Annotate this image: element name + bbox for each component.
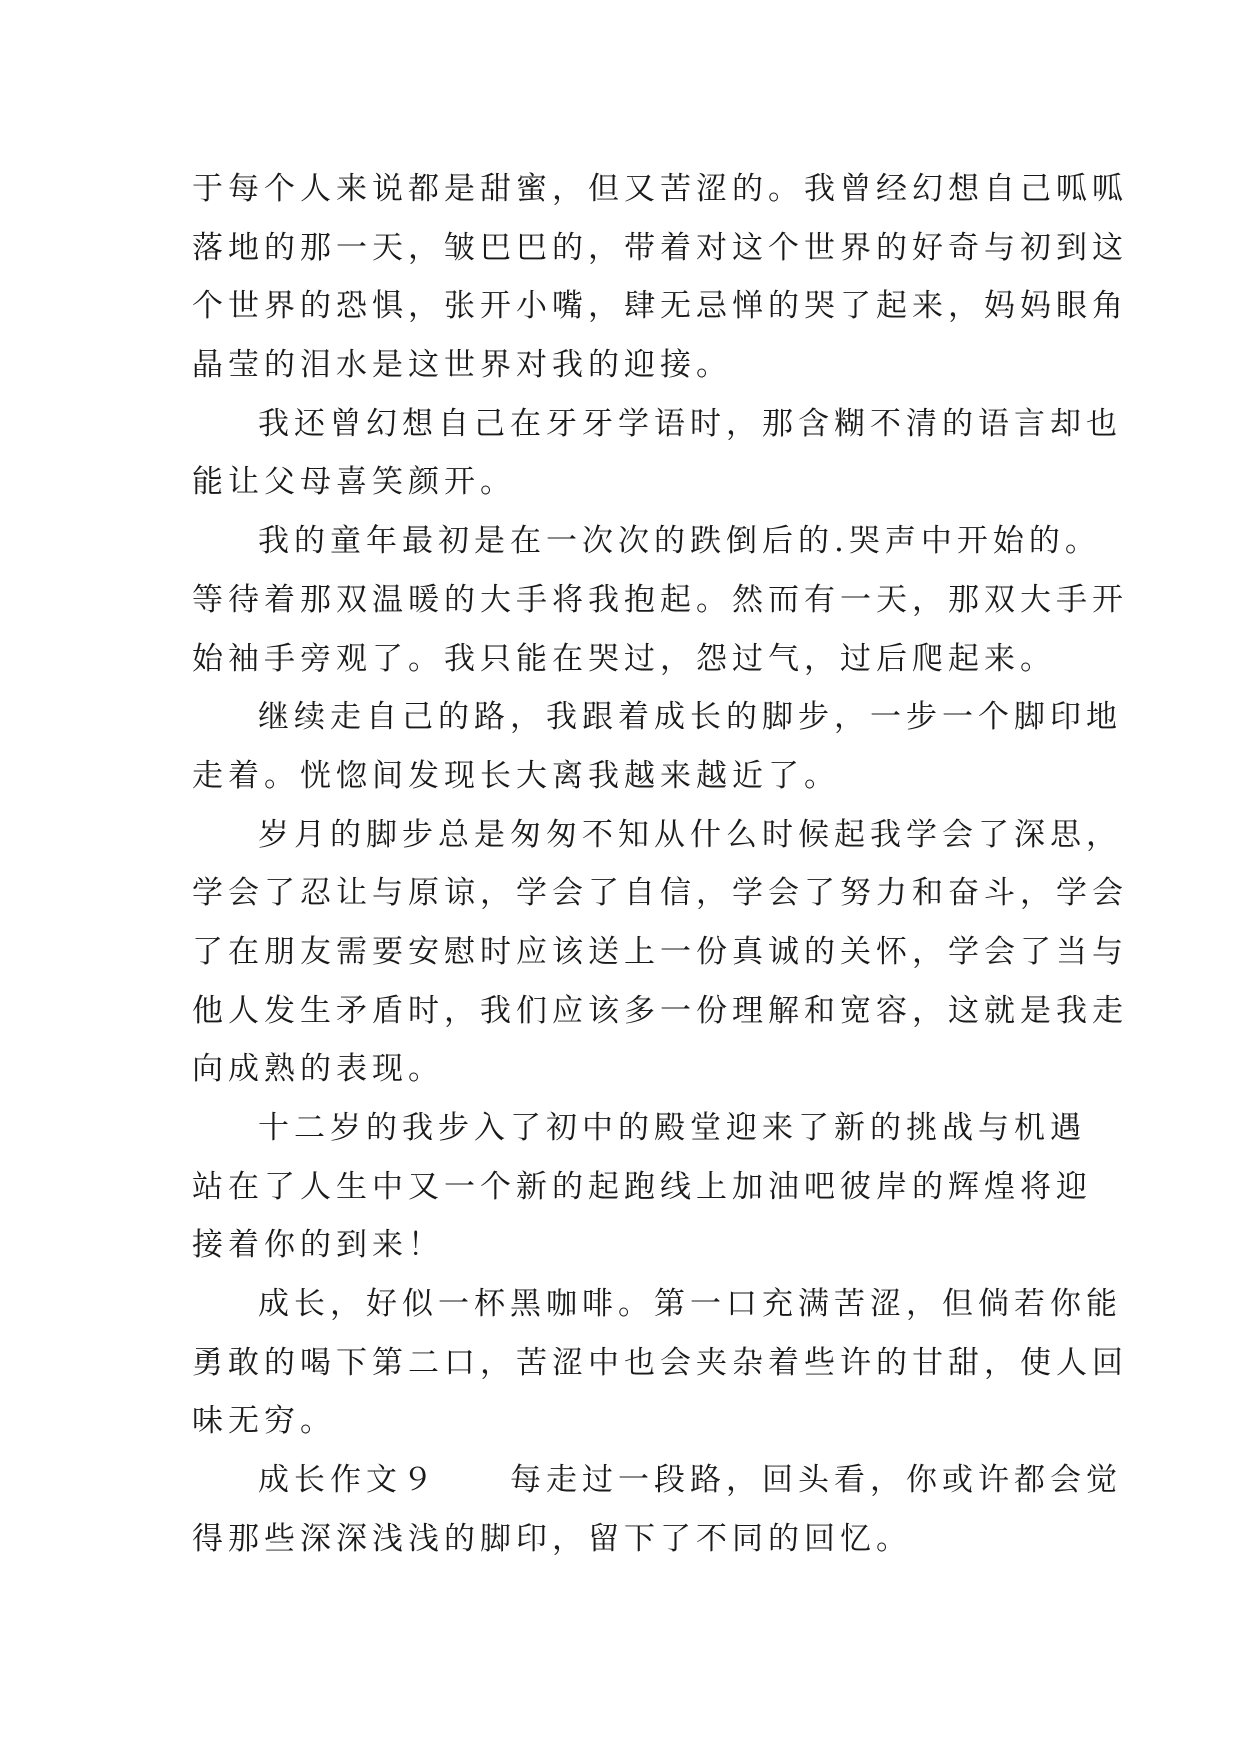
text-line: 晶莹的泪水是这世界对我的迎接。 xyxy=(192,347,732,384)
text-line: 了在朋友需要安慰时应该送上一份真诚的关怀，学会了当与 xyxy=(192,933,1128,970)
essay-body xyxy=(192,160,1128,1569)
text-line: 站在了人生中又一个新的起跑线上加油吧彼岸的辉煌将迎 xyxy=(192,1168,1092,1205)
text-line: 勇敢的喝下第二口，苦涩中也会夹杂着些许的甘甜，使人回 xyxy=(192,1344,1128,1381)
text-line: 于每个人来说都是甜蜜，但又苦涩的。我曾经幻想自己呱呱 xyxy=(192,171,1128,207)
paragraph-start-line: 十二岁的我步入了初中的殿堂迎来了新的挑战与机遇 xyxy=(258,1110,1086,1146)
paragraph-start-line: 继续走自己的路，我跟着成长的脚步，一步一个脚印地 xyxy=(258,699,1122,736)
paragraph-start-line: 我的童年最初是在一次次的跌倒后的.哭声中开始的。 xyxy=(258,523,1101,560)
text-line: 得那些深深浅浅的脚印，留下了不同的回忆。 xyxy=(192,1520,912,1557)
text-line: 能让父母喜笑颜开。 xyxy=(192,464,516,501)
text-line: 始袖手旁观了。我只能在哭过，怨过气，过后爬起来。 xyxy=(192,640,1056,677)
text-line: 味无穷。 xyxy=(192,1403,336,1440)
text-line: 走着。恍惚间发现长大离我越来越近了。 xyxy=(192,757,840,794)
text-line: 接着你的到来！ xyxy=(192,1227,444,1264)
text-line: 学会了忍让与原谅，学会了自信，学会了努力和奋斗，学会 xyxy=(192,875,1128,912)
text-line: 等待着那双温暖的大手将我抱起。然而有一天，那双大手开 xyxy=(192,581,1128,618)
text-line: 个世界的恐惧，张开小嘴，肆无忌惮的哭了起来，妈妈眼角 xyxy=(192,288,1128,325)
text-line: 他人发生矛盾时，我们应该多一份理解和宽容，这就是我走 xyxy=(192,992,1128,1029)
paragraph-start-line: 成长，好似一杯黑咖啡。第一口充满苦涩，但倘若你能 xyxy=(258,1286,1122,1323)
paragraph-start-line: 岁月的脚步总是匆匆不知从什么时候起我学会了深思， xyxy=(258,816,1122,853)
paragraph-start-line: 我还曾幻想自己在牙牙学语时，那含糊不清的语言却也 xyxy=(258,405,1122,442)
text-line: 向成熟的表现。 xyxy=(192,1051,444,1088)
text-line: 落地的那一天，皱巴巴的，带着对这个世界的好奇与初到这 xyxy=(192,229,1128,266)
paragraph-start-line: 成长作文９ 每走过一段路，回头看，你或许都会觉 xyxy=(258,1462,1122,1499)
